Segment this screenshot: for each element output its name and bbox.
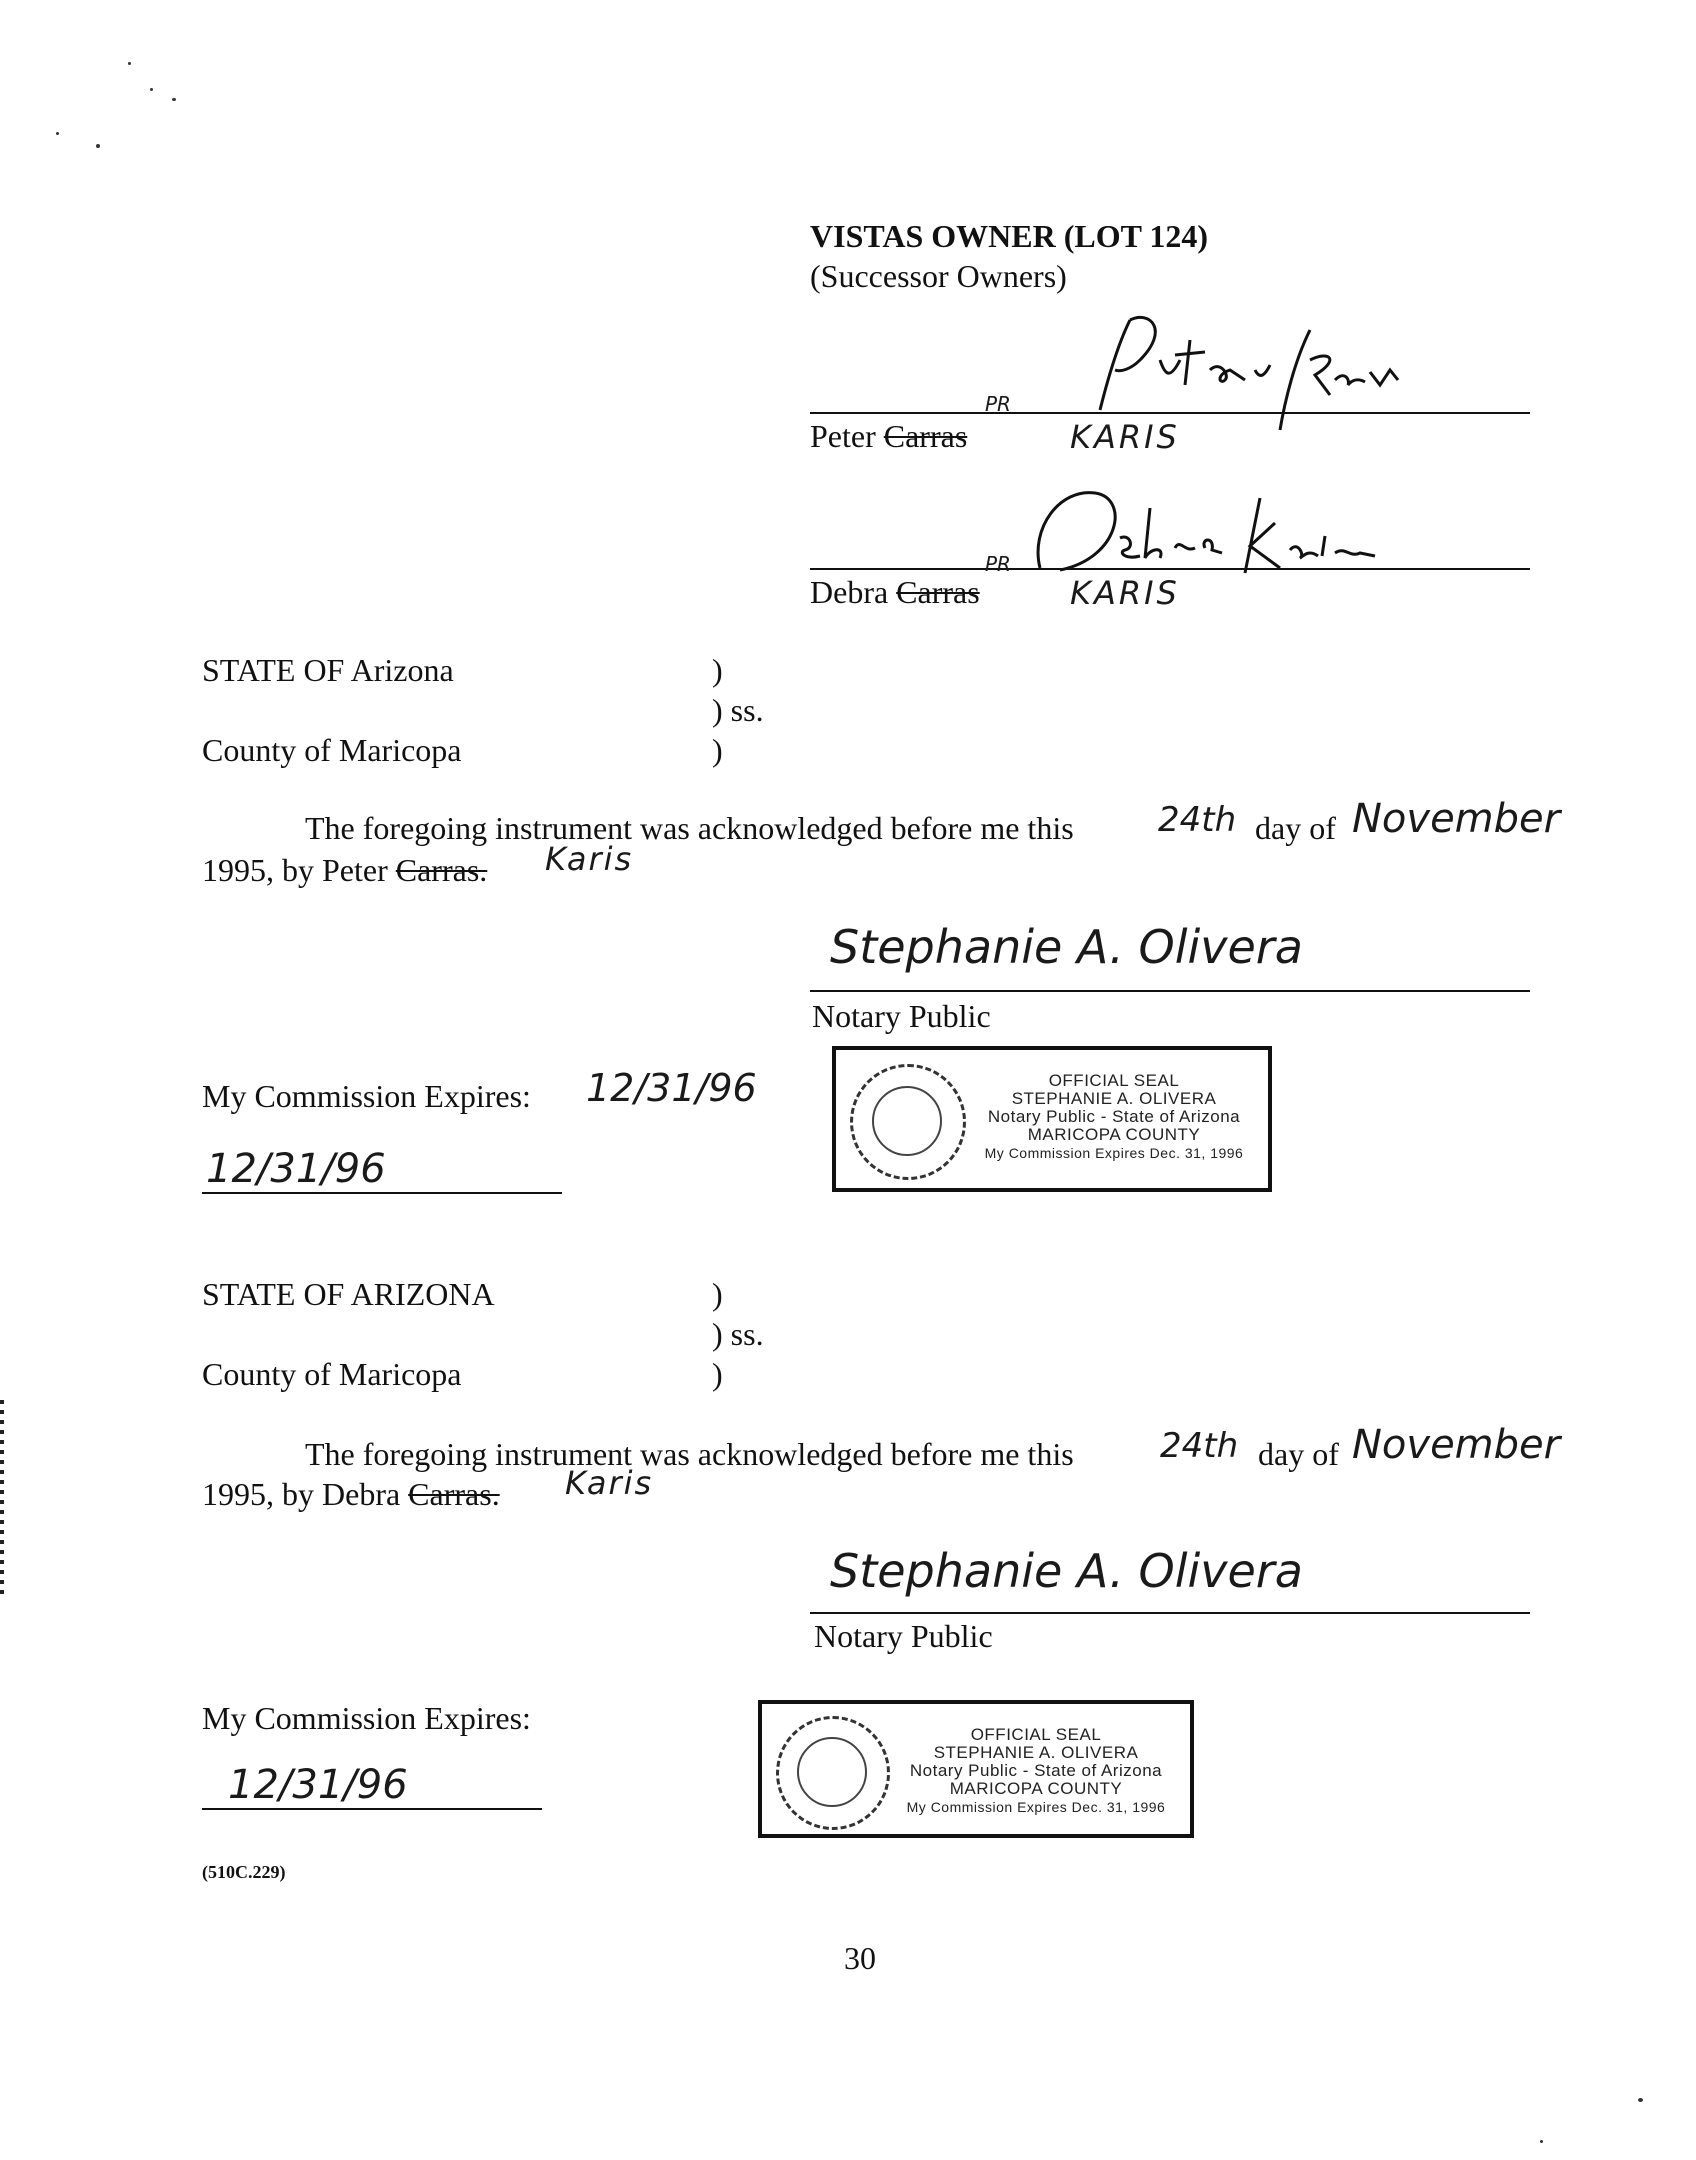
ack2-handwritten-name: Karis (565, 1464, 654, 1502)
ack2-paren-bottom: ) (712, 1356, 723, 1392)
ack1-commission-line (202, 1192, 562, 1194)
debra-name-label: Debra Carras (810, 574, 980, 610)
page-number: 30 (844, 1940, 876, 1976)
ack1-paren-bottom: ) (712, 732, 723, 768)
ack2-paren-top: ) (712, 1276, 723, 1312)
peter-name-label: Peter Carras (810, 418, 968, 454)
ack1-day-handwritten: 24th (1158, 800, 1237, 840)
peter-handwritten-surname: KARIS (1070, 418, 1180, 456)
ack1-text-a: The foregoing instrument was acknowledged before me this (305, 810, 1074, 846)
ack2-ss: ) ss. (712, 1316, 764, 1352)
document-subtitle: (Successor Owners) (810, 258, 1067, 294)
scan-edge-marks (0, 1400, 4, 1600)
scan-speck (128, 62, 131, 65)
ack1-notary-seal: OFFICIAL SEAL STEPHANIE A. OLIVERA Notary Public - State of Arizona MARICOPA COUNTY My Commission Expires Dec. 31, 1996 (832, 1046, 1272, 1192)
peter-signature-line (810, 412, 1530, 414)
ack2-commission-label: My Commission Expires: (202, 1700, 531, 1736)
ack1-commission-label: My Commission Expires: (202, 1078, 531, 1114)
ack2-state-line: STATE OF ARIZONA (202, 1276, 495, 1312)
debra-signature-line (810, 568, 1530, 570)
scan-speck (1540, 2140, 1543, 2143)
ack1-state-line: STATE OF Arizona (202, 652, 454, 688)
scan-speck (1638, 2098, 1643, 2102)
ack2-commission-handwritten: 12/31/96 (228, 1762, 408, 1808)
ack1-year-by: 1995, by Peter Carras. (202, 852, 488, 888)
debra-signature (1000, 478, 1380, 588)
scan-speck (172, 98, 176, 101)
scan-speck (56, 132, 59, 135)
ack1-month-handwritten: November (1352, 796, 1561, 842)
debra-initials: PR (985, 552, 1011, 576)
ack1-ss: ) ss. (712, 692, 764, 728)
ack2-month-handwritten: November (1352, 1422, 1561, 1468)
peter-initials: PR (985, 392, 1011, 416)
ack2-notary-line (810, 1612, 1530, 1614)
scan-speck (96, 144, 100, 148)
ack1-handwritten-name: Karis (545, 840, 634, 878)
document-title: VISTAS OWNER (LOT 124) (810, 218, 1208, 254)
scan-speck (150, 88, 153, 91)
ack1-notary-label: Notary Public (812, 998, 991, 1034)
ack2-commission-line (202, 1808, 542, 1810)
ack1-text-b: day of (1255, 810, 1336, 846)
ack2-text-b: day of (1258, 1436, 1339, 1472)
ack1-commission-handwritten: 12/31/96 (206, 1146, 386, 1192)
ack2-county-line: County of Maricopa (202, 1356, 462, 1392)
ack2-text-a: The foregoing instrument was acknowledged before me this (305, 1436, 1074, 1472)
ack1-county-line: County of Maricopa (202, 732, 462, 768)
ack1-notary-line (810, 990, 1530, 992)
ack1-notary-signature: Stephanie A. Olivera (830, 920, 1303, 974)
debra-handwritten-surname: KARIS (1070, 574, 1180, 612)
ack1-paren-top: ) (712, 652, 723, 688)
ack2-day-handwritten: 24th (1160, 1426, 1239, 1466)
ack1-commission-inline: 12/31/96 (586, 1066, 757, 1110)
document-code: (510C.229) (202, 1862, 286, 1882)
ack2-notary-seal: OFFICIAL SEAL STEPHANIE A. OLIVERA Notary Public - State of Arizona MARICOPA COUNTY My Commission Expires Dec. 31, 1996 (758, 1700, 1194, 1838)
ack2-notary-label: Notary Public (814, 1618, 993, 1654)
ack2-year-by: 1995, by Debra Carras. (202, 1476, 500, 1512)
ack2-notary-signature: Stephanie A. Olivera (830, 1544, 1303, 1598)
